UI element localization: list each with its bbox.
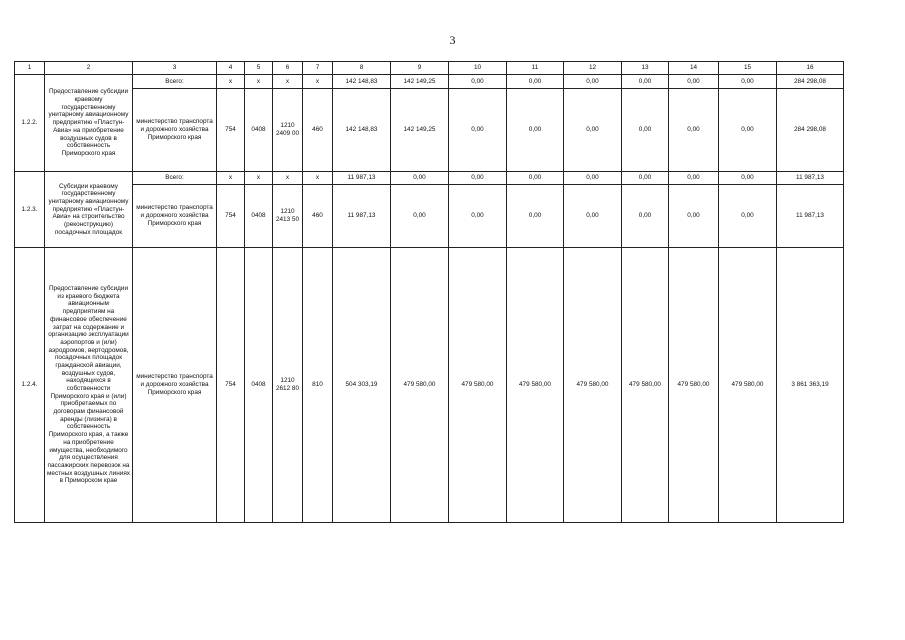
column-header: 15 [719,62,777,75]
column-header: 4 [217,62,245,75]
cell-value: 0,00 [669,172,719,185]
cell-value: 142 149,25 [391,75,449,89]
cell-value: 479 580,00 [564,248,622,523]
cell-value: 1210 2612 80 [273,248,303,523]
cell-value: 0,00 [391,172,449,185]
cell-value: 754 [217,185,245,248]
cell-value: 810 [303,248,333,523]
cell-value: 0,00 [507,172,564,185]
cell-value: 0408 [245,248,273,523]
row-number: 1.2.3. [15,172,45,248]
cell-value: 0,00 [719,185,777,248]
cell-value: 0,00 [669,185,719,248]
cell-value: x [245,172,273,185]
table-row [15,248,844,523]
row-number: 1.2.4. [15,248,45,523]
column-header: 3 [133,62,217,75]
cell-value: 0,00 [564,75,622,89]
organization: министерство транспорта и дорожного хозяйства Приморского края [133,185,217,248]
cell-value: 1210 2413 50 [273,185,303,248]
cell-value: 0,00 [449,75,507,89]
cell-value: 142 148,83 [333,89,391,172]
cell-value: 0,00 [564,172,622,185]
cell-value: 11 987,13 [333,185,391,248]
cell-value: 0,00 [622,185,669,248]
cell-value: 3 861 363,19 [777,248,844,523]
cell-value: 1210 2409 00 [273,89,303,172]
cell-value: 0,00 [622,75,669,89]
cell-value: 0,00 [719,172,777,185]
cell-value: 0,00 [449,172,507,185]
cell-value: 754 [217,248,245,523]
cell-value: 11 987,13 [777,185,844,248]
cell-value: 0408 [245,89,273,172]
cell-value: 0,00 [449,89,507,172]
column-header: 5 [245,62,273,75]
cell-value: x [273,172,303,185]
cell-value: 504 303,19 [333,248,391,523]
budget-table [14,61,844,523]
cell-value: 0,00 [622,172,669,185]
column-header: 16 [777,62,844,75]
cell-value: 0,00 [507,75,564,89]
cell-value: 284 298,08 [777,89,844,172]
column-header: 6 [273,62,303,75]
cell-value: 0,00 [719,75,777,89]
column-header: 12 [564,62,622,75]
organization: министерство транспорта и дорожного хозяйства Приморского края [133,248,217,523]
table-row [15,185,844,248]
cell-value: 0,00 [449,185,507,248]
column-header: 1 [15,62,45,75]
cell-value: 11 987,13 [777,172,844,185]
cell-value: 479 580,00 [507,248,564,523]
organization: министерство транспорта и дорожного хозяйства Приморского края [133,89,217,172]
cell-value: x [303,172,333,185]
cell-value: 0,00 [622,89,669,172]
measure-name: Предоставление субсидии из краевого бюджета авиационным предприятиям на финансовое обеспечение затрат на содержание и организацию эксплуатации аэропортов и (или) аэродромов, вертодромов, посадочных площадок гражданской авиации, воздушных судов, находящихся в собственности Приморского края и (или) приобретаемых по договорам финансовой аренды (лизинга) в собственность Приморского края, а также на приобретение имущества, необходимого для осуществления пассажирских перевозок на местных воздушных линиях в Приморском крае [45,248,133,523]
cell-value: 479 580,00 [449,248,507,523]
cell-value: x [245,75,273,89]
cell-value: 284 298,08 [777,75,844,89]
cell-value: 0,00 [719,89,777,172]
table-row [15,172,844,185]
cell-value: 479 580,00 [719,248,777,523]
table-row [15,89,844,172]
cell-value: 0,00 [564,89,622,172]
column-header: 13 [622,62,669,75]
column-header: 2 [45,62,133,75]
cell-value: 0,00 [564,185,622,248]
cell-value: 11 987,13 [333,172,391,185]
cell-value: x [217,172,245,185]
cell-value: 142 149,25 [391,89,449,172]
cell-value: x [303,75,333,89]
cell-value: 479 580,00 [391,248,449,523]
total-label: Всего: [133,172,217,185]
column-header: 10 [449,62,507,75]
cell-value: 0,00 [507,185,564,248]
measure-name: Предоставление субсидии краевому государственному унитарному авиационному предприятию «Пластун-Авиа» на приобретение воздушных судов в собственность Приморского края [45,75,133,172]
cell-value: 0,00 [669,89,719,172]
total-label: Всего: [133,75,217,89]
column-number-row [15,62,844,75]
column-header: 8 [333,62,391,75]
column-header: 9 [391,62,449,75]
column-header: 7 [303,62,333,75]
cell-value: 460 [303,185,333,248]
cell-value: x [273,75,303,89]
cell-value: 0408 [245,185,273,248]
column-header: 14 [669,62,719,75]
cell-value: 0,00 [507,89,564,172]
page-number: 3 [449,33,456,47]
measure-name: Субсидии краевому государственному унитарному авиационному предприятию «Пластун-Авиа» на строительство (реконструкцию) посадочных площадок [45,172,133,248]
cell-value: 0,00 [669,75,719,89]
row-number: 1.2.2. [15,75,45,172]
cell-value: 754 [217,89,245,172]
column-header: 11 [507,62,564,75]
cell-value: x [217,75,245,89]
cell-value: 479 580,00 [622,248,669,523]
table-row [15,75,844,89]
cell-value: 479 580,00 [669,248,719,523]
cell-value: 460 [303,89,333,172]
cell-value: 142 148,83 [333,75,391,89]
cell-value: 0,00 [391,185,449,248]
